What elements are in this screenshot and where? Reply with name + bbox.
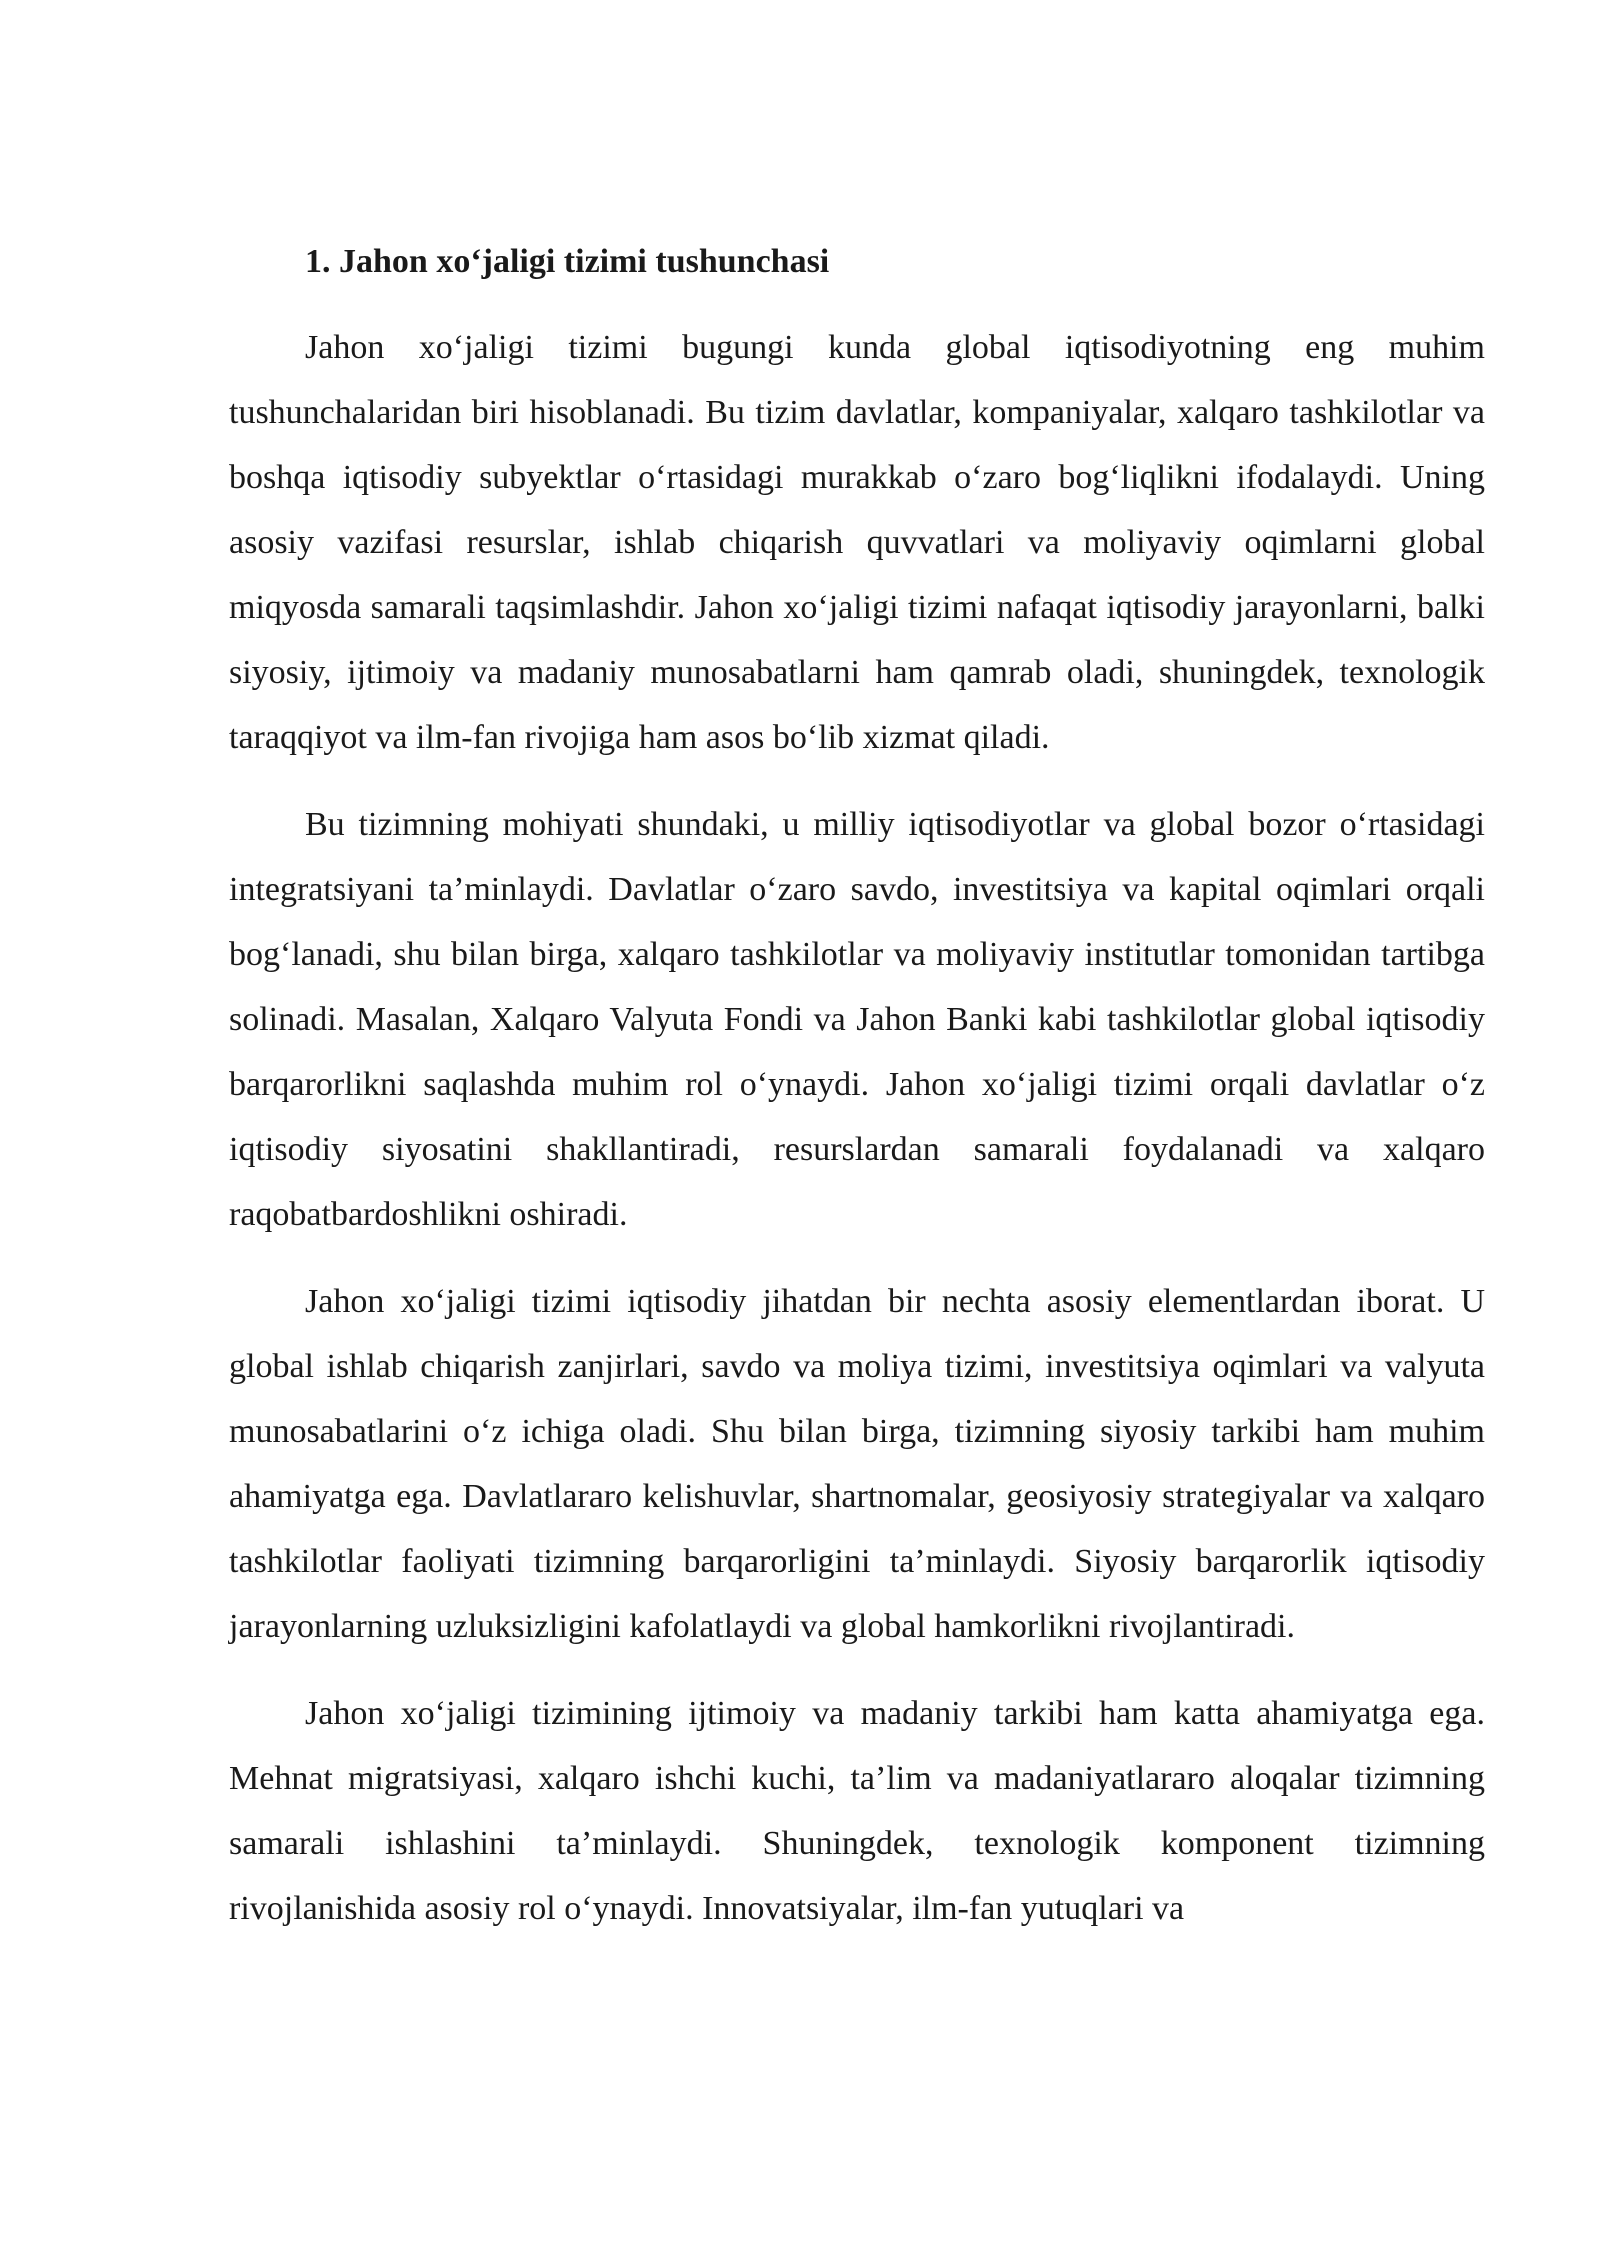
page-content bbox=[229, 237, 1485, 1963]
paragraph-4: Jahon xo‘jaligi tizimining ijtimoiy va madaniy tarkibi ham katta ahamiyatga ega. Mehnat migratsiyasi, xalqaro ishchi kuchi, ta’lim va madaniyatlararo aloqalar tizimning samarali ishlashini ta’minlaydi. Shuningdek, texnologik komponent tizimning rivojlanishida asosiy rol o‘ynaydi. Innovatsiyalar, ilm-fan yutuqlari va bbox=[229, 1695, 1485, 1927]
paragraph-3: Jahon xo‘jaligi tizimi iqtisodiy jihatdan bir nechta asosiy elementlardan iborat. U global ishlab chiqarish zanjirlari, savdo va moliya tizimi, investitsiya oqimlari va valyuta munosabatlarini o‘z ichiga oladi. Shu bilan birga, tizimning siyosiy tarkibi ham muhim ahamiyatga ega. Davlatlararo kelishuvlar, shartnomalar, geosiyosiy strategiyalar va xalqaro tashkilotlar faoliyati tizimning barqarorligini ta’minlaydi. Siyosiy barqarorlik iqtisodiy jarayonlarning uzluksizligini kafolatlaydi va global hamkorlikni rivojlantiradi. bbox=[229, 1283, 1485, 1645]
paragraph-2: Bu tizimning mohiyati shundaki, u milliy iqtisodiyotlar va global bozor o‘rtasidagi integratsiyani ta’minlaydi. Davlatlar o‘zaro savdo, investitsiya va kapital oqimlari orqali bog‘lanadi, shu bilan birga, xalqaro tashkilotlar va moliyaviy institutlar tomonidan tartibga solinadi. Masalan, Xalqaro Valyuta Fondi va Jahon Banki kabi tashkilotlar global iqtisodiy barqarorlikni saqlashda muhim rol o‘ynaydi. Jahon xo‘jaligi tizimi orqali davlatlar o‘z iqtisodiy siyosatini shakllantiradi, resurslardan samarali foydalanadi va xalqaro raqobatbardoshlikni oshiradi. bbox=[229, 806, 1485, 1233]
section-heading: 1. Jahon xo‘jaligi tizimi tushunchasi bbox=[305, 243, 830, 280]
paragraph-1: Jahon xo‘jaligi tizimi bugungi kunda global iqtisodiyotning eng muhim tushunchalaridan biri hisoblanadi. Bu tizim davlatlar, kompaniyalar, xalqaro tashkilotlar va boshqa iqtisodiy subyektlar o‘rtasidagi murakkab o‘zaro bog‘liqlikni ifodalaydi. Uning asosiy vazifasi resurslar, ishlab chiqarish quvvatlari va moliyaviy oqimlarni global miqyosda samarali taqsimlashdir. Jahon xo‘jaligi tizimi nafaqat iqtisodiy jarayonlarni, balki siyosiy, ijtimoiy va madaniy munosabatlarni ham qamrab oladi, shuningdek, texnologik taraqqiyot va ilm-fan rivojiga ham asos bo‘lib xizmat qiladi. bbox=[229, 329, 1485, 756]
